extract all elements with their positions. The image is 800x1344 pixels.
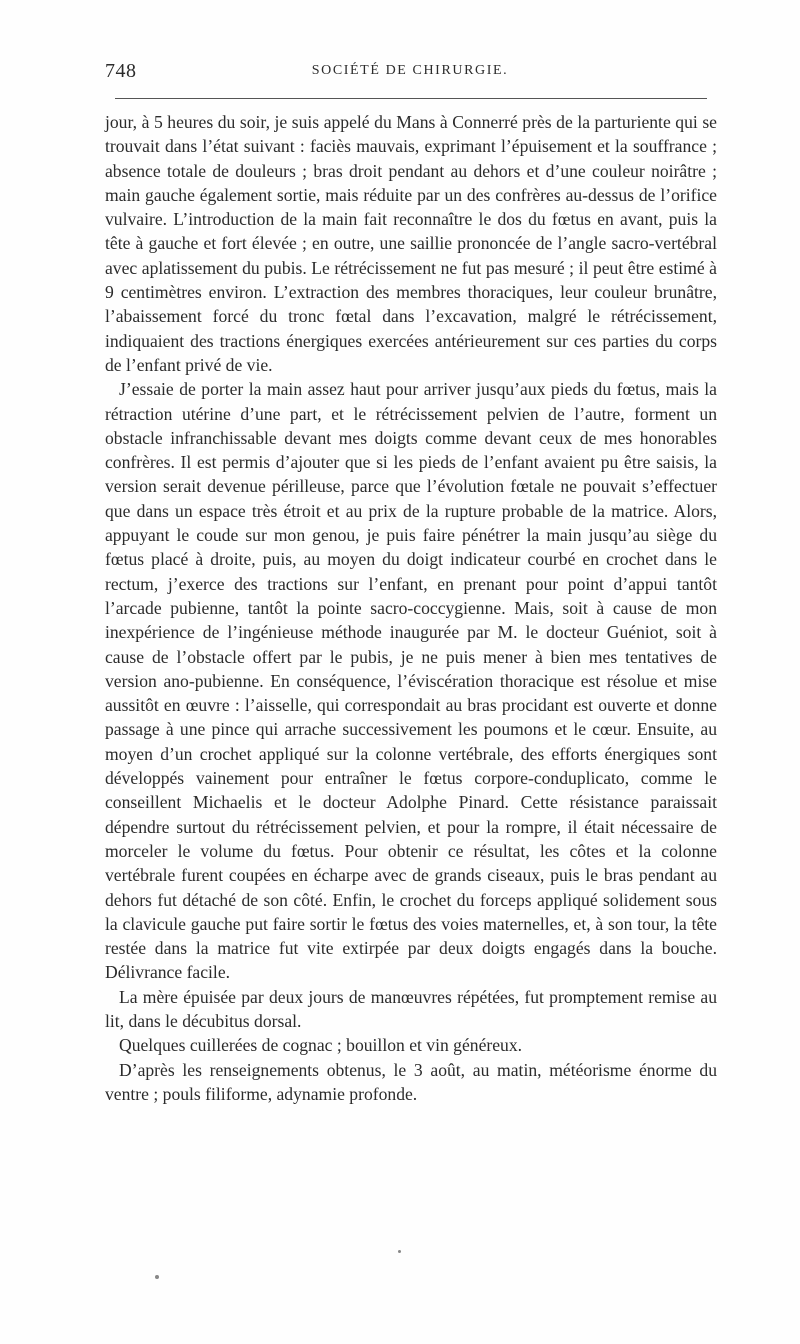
body-text: [105, 110, 717, 1106]
running-title: SOCIÉTÉ DE CHIRURGIE.: [311, 63, 509, 78]
paragraph-mother: La mère épuisée par deux jours de manœuvres répétées, fut promptement remise au lit, dans le décubitus dorsal.: [105, 986, 717, 1031]
paragraph-continuation: jour, à 5 heures du soir, je suis appelé du Mans à Connerré près de la parturiente qui se trouvait dans l’état suivant : faciès mauvais, exprimant l’épuisement et la souffrance ; absence totale de douleurs ; bras droit pendant au dehors et d’une couleur noirâtre ; main gauche également sortie, mais réduite par un des confrères au-dessus de l’orifice vulvaire. L’introduction de la main fait reconnaître le dos du fœtus en avant, puis la tête à gauche et fort élevée ; en outre, une saillie prononcée de l’angle sacro-vertébral avec aplatissement du pubis. Le rétrécissement ne fut pas mesuré ; il peut être estimé à 9 centimètres environ. L’extraction des membres thoraciques, leur couleur brunâtre, l’abaissement forcé du tronc fœtal dans l’excavation, malgré le rétrécissement, indiquaient des tractions énergiques exercées antérieurement sur ces parties du corps de l’enfant privé de vie.: [105, 112, 717, 375]
ink-speck: [398, 1250, 401, 1253]
paragraph-followup: D’après les renseignements obtenus, le 3 août, au matin, météorisme énorme du ventre ; pouls filiforme, adynamie profonde.: [105, 1059, 717, 1104]
paragraph-treatment: Quelques cuillerées de cognac ; bouillon et vin généreux.: [119, 1035, 523, 1056]
ink-speck: [155, 1275, 159, 1279]
header-rule: [115, 98, 707, 99]
page-number: 748: [105, 60, 137, 82]
page-header: [105, 60, 715, 88]
paragraph-operation: J’essaie de porter la main assez haut pour arriver jusqu’aux pieds du fœtus, mais la rétraction utérine d’une part, et le rétrécissement pelvien de l’autre, forment un obstacle infranchissable devant mes doigts comme devant ceux de mes honorables confrères. Il est permis d’ajouter que si les pieds de l’enfant avaient pu être saisis, la version serait devenue périlleuse, parce que l’évolution fœtale ne pouvait s’effectuer que dans un espace très étroit et au prix de la rupture probable de la matrice. Alors, appuyant le coude sur mon genou, je puis faire pénétrer la main jusqu’au siège du fœtus placé à droite, puis, au moyen du doigt indicateur courbé en crochet dans le rectum, j’exerce des tractions sur l’enfant, en prenant pour point d’appui tantôt l’arcade pubienne, tantôt la pointe sacro-coccygienne. Mais, soit à cause de mon inexpérience de l’ingénieuse méthode inaugurée par M. le docteur Guéniot, soit à cause de l’obstacle offert par le pubis, je ne puis mener à bien mes tentatives de version ano-pubienne. En conséquence, l’éviscération thoracique est résolue et mise aussitôt en œuvre : l’aisselle, qui correspondait au bras procidant est ouverte et donne passage à une pince qui arrache successivement les poumons et le cœur. Ensuite, au moyen d’un crochet appliqué sur la colonne vertébrale, des efforts énergiques sont développés vainement pour entraîner le fœtus corpore-conduplicato, comme le conseillent Michaelis et le docteur Adolphe Pinard. Cette résistance paraissait dépendre surtout du rétrécissement pelvien, et pour la rompre, il était nécessaire de morceler le volume du fœtus. Pour obtenir ce résultat, les côtes et la colonne vertébrale furent coupées en écharpe avec de grands ciseaux, puis le bras pendant au dehors fut détaché de son côté. Enfin, le crochet du forceps appliqué solidement sous la clavicule gauche put faire sortir le fœtus des voies maternelles, et, à son tour, la tête restée dans la matrice fut vite extirpée par deux doigts engagés dans la bouche. Délivrance facile.: [105, 379, 717, 983]
